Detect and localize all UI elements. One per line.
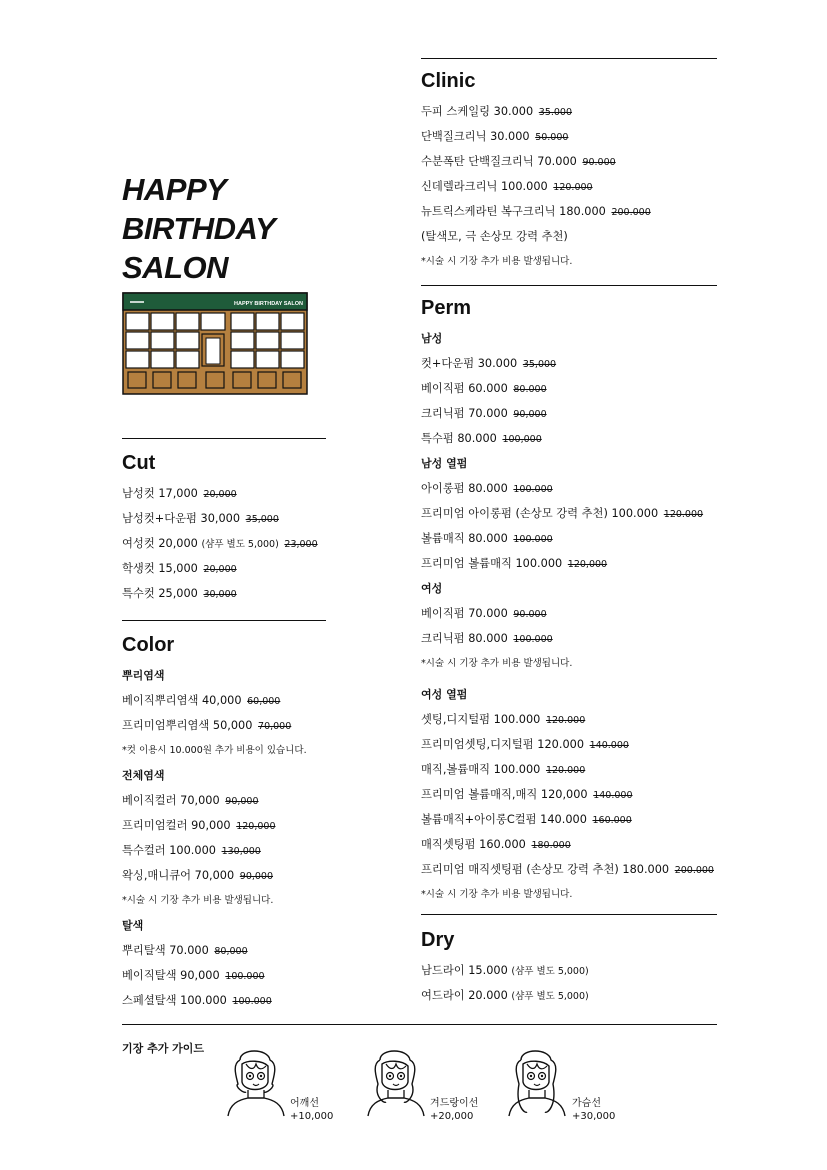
original-price: 200.000 bbox=[674, 865, 714, 876]
price-item bbox=[421, 351, 714, 376]
divider-top-right bbox=[421, 58, 717, 59]
original-price: 120.000 bbox=[545, 715, 586, 726]
perm-female-note: *시술 시 기장 추가 비용 발생됩니다. bbox=[421, 658, 573, 669]
price-item-name: 볼륨매직 80.000 bbox=[421, 532, 508, 545]
original-price: 35,000 bbox=[522, 359, 557, 370]
guide-level-price: +20,000 bbox=[430, 1111, 474, 1122]
shop-window bbox=[231, 332, 254, 349]
perm-heading: Perm bbox=[421, 297, 472, 319]
shop-window bbox=[281, 313, 304, 330]
shop-window bbox=[151, 313, 174, 330]
price-item bbox=[421, 782, 714, 807]
shop-window bbox=[281, 332, 304, 349]
shop-window bbox=[176, 313, 199, 330]
price-item bbox=[421, 757, 714, 782]
price-item bbox=[122, 506, 318, 531]
clinic-note-recommend: (탈색모, 극 손상모 강력 추천) bbox=[421, 230, 568, 243]
original-price: 120.000 bbox=[545, 765, 586, 776]
price-item bbox=[421, 958, 589, 983]
price-item bbox=[122, 713, 307, 738]
original-price: 100.000 bbox=[225, 971, 265, 982]
original-price: 100.000 bbox=[513, 534, 553, 545]
price-item-name: 베이직펌 60.000 bbox=[421, 382, 508, 395]
shop-window bbox=[256, 332, 279, 349]
original-price: 30,000 bbox=[203, 589, 237, 600]
perm-female-heat-note: *시술 시 기장 추가 비용 발생됩니다. bbox=[421, 889, 573, 900]
original-price: 160.000 bbox=[592, 815, 632, 826]
price-item-name: 왁싱,매니큐어 70,000 bbox=[122, 869, 235, 882]
price-item-name: 베이직뿌리염색 40,000 bbox=[122, 694, 242, 707]
price-item-name: 신데렐라크리닉 100.000 bbox=[421, 180, 548, 193]
original-price: 35,000 bbox=[245, 514, 279, 525]
perm-female-subheading: 여성 bbox=[421, 582, 443, 595]
price-item bbox=[421, 526, 714, 551]
shop-window bbox=[176, 351, 199, 368]
price-item bbox=[421, 732, 714, 757]
price-item-name: 스페셜탈색 100.000 bbox=[122, 994, 227, 1007]
price-item-name: 프리미엄 볼륨매직 100.000 bbox=[421, 557, 563, 570]
divider-clinic-perm bbox=[421, 285, 717, 286]
price-item bbox=[122, 813, 307, 838]
shop-planter bbox=[153, 372, 171, 388]
shop-planter bbox=[206, 372, 224, 388]
original-price: 35.000 bbox=[538, 107, 573, 118]
clinic-note-length: *시술 시 기장 추가 비용 발생됩니다. bbox=[421, 256, 573, 267]
perm-male-heat-subheading: 남성 열펌 bbox=[421, 457, 468, 470]
original-price: 90,000 bbox=[239, 871, 274, 882]
original-price: 140.000 bbox=[593, 790, 633, 801]
price-item bbox=[421, 149, 651, 174]
hair-chest-illustration bbox=[503, 1046, 573, 1122]
original-price: 100.000 bbox=[513, 634, 553, 645]
original-price: 100.000 bbox=[232, 996, 272, 1007]
price-item-name: 프리미엄컬러 90,000 bbox=[122, 819, 231, 832]
guide-level-price: +10,000 bbox=[290, 1111, 334, 1122]
shop-window bbox=[256, 351, 279, 368]
shop-window bbox=[281, 351, 304, 368]
guide-level-price: +30,000 bbox=[572, 1111, 616, 1122]
original-price: 90,000 bbox=[225, 796, 259, 807]
section-perm bbox=[421, 296, 714, 907]
price-item-name: 여드라이 20.000 bbox=[421, 989, 508, 1002]
price-item-name: 학생컷 15,000 bbox=[122, 562, 198, 575]
price-item-name: 남드라이 15.000 bbox=[421, 964, 508, 977]
shop-planter bbox=[128, 372, 146, 388]
divider-above-cut bbox=[122, 438, 326, 439]
price-item-name: 특수컬러 100.000 bbox=[122, 844, 216, 857]
divider-bottom bbox=[122, 1024, 717, 1025]
price-item-note: (샴푸 별도 5,000) bbox=[511, 991, 589, 1002]
price-item bbox=[421, 501, 714, 526]
price-item bbox=[421, 401, 714, 426]
original-price: 70,000 bbox=[258, 721, 292, 732]
price-item-name: 남성컷+다운펌 30,000 bbox=[122, 512, 241, 525]
shop-window bbox=[176, 332, 199, 349]
price-item bbox=[122, 688, 307, 713]
shop-window bbox=[231, 351, 254, 368]
guide-level-name: 어깨선 bbox=[290, 1098, 319, 1109]
color-root-subheading: 뿌리염색 bbox=[122, 669, 165, 682]
guide-level-name: 겨드랑이선 bbox=[430, 1098, 479, 1109]
price-item-name: 수분폭탄 단백질크리닉 70.000 bbox=[421, 155, 577, 168]
color-full-note: *시술 시 기장 추가 비용 발생됩니다. bbox=[122, 895, 274, 906]
section-dry bbox=[421, 928, 589, 1008]
storefront-illustration bbox=[122, 292, 308, 395]
original-price: 90,000 bbox=[513, 409, 547, 420]
hair-armpit-illustration bbox=[362, 1046, 432, 1122]
guide-level-shoulder bbox=[290, 1097, 333, 1123]
price-item bbox=[421, 832, 714, 857]
guide-level-chest bbox=[572, 1097, 615, 1123]
price-item-name: 베이직펌 70.000 bbox=[421, 607, 508, 620]
original-price: 90.000 bbox=[513, 609, 547, 620]
price-item bbox=[421, 476, 714, 501]
divider-perm-dry bbox=[421, 914, 717, 915]
price-item bbox=[122, 988, 307, 1013]
original-price: 120,000 bbox=[236, 821, 276, 832]
price-item bbox=[421, 551, 714, 576]
divider-cut-color bbox=[122, 620, 326, 621]
price-item-note: (샴푸 별도 5,000) bbox=[201, 539, 279, 550]
price-item-name: 프리미엄뿌리염색 50,000 bbox=[122, 719, 253, 732]
price-item bbox=[421, 199, 651, 224]
original-price: 50.000 bbox=[535, 132, 569, 143]
original-price: 120,000 bbox=[567, 559, 608, 570]
perm-male-subheading: 남성 bbox=[421, 332, 443, 345]
price-item-name: 단백질크리닉 30.000 bbox=[421, 130, 530, 143]
guide-level-name: 가슴선 bbox=[572, 1098, 601, 1109]
price-item bbox=[122, 788, 307, 813]
price-item-name: 특수컷 25,000 bbox=[122, 587, 198, 600]
price-item bbox=[122, 481, 318, 506]
price-item bbox=[421, 174, 651, 199]
original-price: 180.000 bbox=[531, 840, 571, 851]
price-item-name: 셋팅,디지털펌 100.000 bbox=[421, 713, 541, 726]
price-item bbox=[421, 807, 714, 832]
title-line-1: HAPPY bbox=[122, 172, 227, 207]
original-price: 100.000 bbox=[513, 484, 553, 495]
price-item-name: 남성컷 17,000 bbox=[122, 487, 198, 500]
price-item bbox=[122, 863, 307, 888]
color-bleach-subheading: 탈색 bbox=[122, 919, 144, 932]
guide-level-armpit bbox=[430, 1097, 478, 1123]
price-item-name: 프리미엄 아이롱펌 (손상모 강력 추천) 100.000 bbox=[421, 507, 659, 520]
price-item-name: 아이롱펌 80.000 bbox=[421, 482, 508, 495]
title-line-3: SALON bbox=[122, 250, 228, 285]
price-item-name: 크리닉펌 80.000 bbox=[421, 632, 508, 645]
price-item bbox=[421, 857, 714, 882]
original-price: 100,000 bbox=[502, 434, 542, 445]
section-clinic bbox=[421, 69, 651, 274]
price-item-name: 매직셋팅펌 160.000 bbox=[421, 838, 526, 851]
shop-planter bbox=[283, 372, 301, 388]
perm-female-heat-subheading: 여성 열펌 bbox=[421, 688, 468, 701]
section-cut bbox=[122, 451, 318, 606]
original-price: 80,000 bbox=[214, 946, 248, 957]
section-color bbox=[122, 633, 307, 1013]
shop-window bbox=[151, 332, 174, 349]
shop-window bbox=[126, 351, 149, 368]
price-item bbox=[421, 99, 651, 124]
salon-sign-text: HAPPY BIRTHDAY SALON bbox=[234, 301, 303, 307]
color-full-subheading: 전체염색 bbox=[122, 769, 165, 782]
original-price: 20,000 bbox=[203, 489, 237, 500]
price-item-name: 프리미엄 볼륨매직,매직 120,000 bbox=[421, 788, 588, 801]
title-line-2: BIRTHDAY bbox=[122, 211, 276, 246]
original-price: 140.000 bbox=[589, 740, 629, 751]
price-item-name: 크리닉펌 70.000 bbox=[421, 407, 508, 420]
price-item bbox=[122, 963, 307, 988]
price-item-name: 뉴트릭스케라틴 복구크리닉 180.000 bbox=[421, 205, 606, 218]
clinic-heading: Clinic bbox=[421, 70, 476, 92]
price-item bbox=[421, 376, 714, 401]
price-item bbox=[421, 983, 589, 1008]
dry-heading: Dry bbox=[421, 929, 455, 951]
price-item-name: 볼륨매직+아이롱C컬펌 140.000 bbox=[421, 813, 587, 826]
shop-planter bbox=[233, 372, 251, 388]
price-item bbox=[421, 707, 714, 732]
original-price: 80.000 bbox=[513, 384, 547, 395]
price-item-name: 컷+다운펌 30.000 bbox=[421, 357, 518, 370]
price-item-name: 매직,볼륨매직 100.000 bbox=[421, 763, 541, 776]
shop-planter bbox=[258, 372, 276, 388]
color-heading: Color bbox=[122, 634, 175, 656]
price-item-name: 여성컷 20,000 bbox=[122, 537, 198, 550]
salon-title bbox=[122, 170, 275, 287]
price-item bbox=[122, 838, 307, 863]
price-item-note: (샴푸 별도 5,000) bbox=[511, 966, 589, 977]
shop-window bbox=[231, 313, 254, 330]
shop-planter bbox=[178, 372, 196, 388]
shop-window bbox=[151, 351, 174, 368]
price-item-name: 뿌리탈색 70.000 bbox=[122, 944, 209, 957]
hair-shoulder-illustration bbox=[222, 1046, 292, 1122]
price-item bbox=[421, 626, 714, 651]
original-price: 23,000 bbox=[284, 539, 318, 550]
shop-window bbox=[126, 332, 149, 349]
length-guide-title: 기장 추가 가이드 bbox=[122, 1042, 205, 1055]
price-item bbox=[122, 581, 318, 606]
price-item-name: 두피 스케일링 30.000 bbox=[421, 105, 534, 118]
price-item-name: 특수펌 80.000 bbox=[421, 432, 497, 445]
color-root-note: *컷 이용시 10.000원 추가 비용이 있습니다. bbox=[122, 745, 307, 756]
original-price: 120.000 bbox=[663, 509, 704, 520]
original-price: 20,000 bbox=[203, 564, 237, 575]
price-item bbox=[122, 531, 318, 556]
original-price: 90.000 bbox=[582, 157, 616, 168]
shop-window bbox=[126, 313, 149, 330]
original-price: 60,000 bbox=[247, 696, 281, 707]
price-item bbox=[421, 426, 714, 451]
price-item bbox=[421, 601, 714, 626]
price-item bbox=[122, 556, 318, 581]
original-price: 120.000 bbox=[553, 182, 593, 193]
original-price: 200.000 bbox=[611, 207, 651, 218]
price-item-name: 베이직탈색 90,000 bbox=[122, 969, 220, 982]
price-item-name: 프리미엄셋팅,디지털펌 120.000 bbox=[421, 738, 585, 751]
shop-window bbox=[201, 313, 225, 330]
price-item-name: 프리미엄 매직셋팅펌 (손상모 강력 추천) 180.000 bbox=[421, 863, 670, 876]
price-item bbox=[421, 124, 651, 149]
shop-window bbox=[256, 313, 279, 330]
price-item-name: 베이직컬러 70,000 bbox=[122, 794, 220, 807]
price-item bbox=[122, 938, 307, 963]
original-price: 130,000 bbox=[221, 846, 261, 857]
cut-heading: Cut bbox=[122, 452, 156, 474]
